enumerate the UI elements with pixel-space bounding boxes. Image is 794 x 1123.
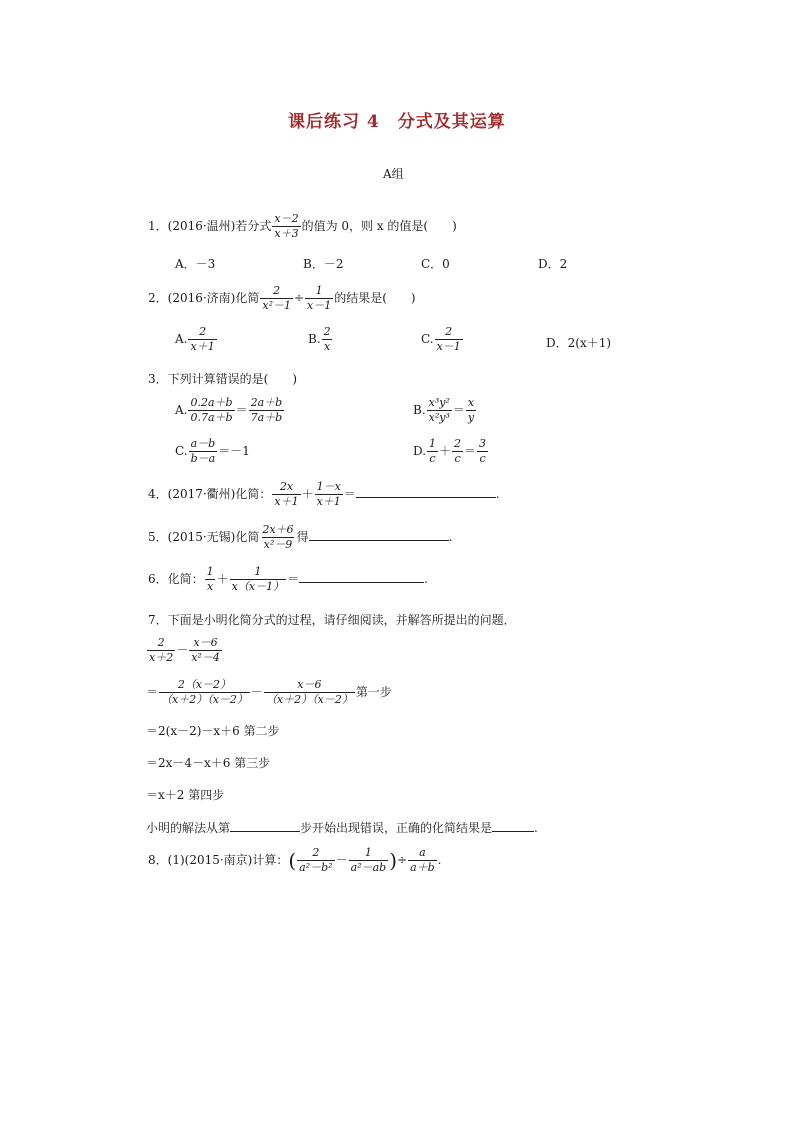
q2-option-d: D．2(x＋1) <box>546 336 612 350</box>
q1-option-a: A．－3 <box>175 257 216 271</box>
section-heading: A组 <box>383 167 404 181</box>
q3-option-c: C. $\frac{a-b}{b-a}$ ＝－1 <box>175 437 250 465</box>
q2-fraction-2: $\frac{1}{x-1}$ <box>307 284 332 312</box>
q7-expression: $\frac{2}{x+2}$ － $\frac{x-6}{\text{x²－4}}$ <box>149 636 220 664</box>
q2-option-b: B. $\frac{2}{x}$ <box>308 325 331 353</box>
question-4: 4．(2017·衢州)化简： $\frac{2x}{x+1}$ ＋ $\frac{1-x}{x+1}$ ＝ . <box>148 480 500 508</box>
q7-step-3: ＝2x－4－x＋6 第三步 <box>146 756 271 770</box>
q1-option-c: C．0 <box>421 257 450 271</box>
q3-option-a: A. $\frac{0.2a+b}{0.7a+b}$ ＝ $\frac{2a+b}{7a+b}$ <box>175 396 283 424</box>
q7-result-blank[interactable] <box>492 819 534 832</box>
q1-fraction: $\frac{x-2}{x+3}$ <box>274 212 299 240</box>
q7-step-2: ＝2(x－2)－x＋6 第二步 <box>146 724 280 738</box>
q7-step-4: ＝x＋2 第四步 <box>146 788 225 802</box>
right-paren: ) <box>389 848 397 873</box>
left-paren: ( <box>288 848 297 873</box>
q3-option-d: D. $\frac{1}{c}$ ＋ $\frac{2}{c}$ ＝ $\frac{3}{c}$ <box>413 437 487 465</box>
q6-answer-blank[interactable] <box>299 570 424 583</box>
question-5: 5．(2015·无锡)化简 $\frac{2x+6}{\text{x²－9}}$ 得 . <box>148 523 453 551</box>
q7-step-1: ＝ $\frac{2(x-2)}{(x+2)(x-2)}$ － $\frac{x-6}{(x+2)(x-2)}$ 第一步 <box>146 678 392 706</box>
q5-answer-blank[interactable] <box>309 528 449 541</box>
q7-question: 小明的解法从第 步开始出现错误，正确的化简结果是 . <box>146 821 538 835</box>
q2-fraction-1: $\frac{2}{\text{x²－1}}$ <box>262 284 291 312</box>
q1-prefix: 1．(2016·温州)若分式 <box>148 219 272 233</box>
q1-option-d: D．2 <box>538 257 568 271</box>
question-2: 2．(2016·济南)化简 $\frac{2}{\text{x²－1}}$ ÷ $\frac{1}{x-1}$ 的结果是( ) <box>148 284 416 312</box>
q2-option-a: A. $\frac{2}{x+1}$ <box>175 325 215 353</box>
q1-option-b: B．－2 <box>303 257 344 271</box>
question-8: 8．(1)(2015·南京)计算：( $\frac{2}{\text{a²－b²}}$ － $\frac{1}{\text{a²－ab}}$ )÷ $\frac{a}{a+b}$ . <box>148 846 442 874</box>
q2-option-c: C. $\frac{2}{x-1}$ <box>421 325 461 353</box>
question-1 <box>148 213 457 240</box>
q3-option-b: B. $\frac{\text{x³y²}}{\text{x²y³}}$ ＝ $\frac{x}{y}$ <box>413 396 475 424</box>
question-3: 3．下列计算错误的是( ) <box>148 372 297 386</box>
q4-answer-blank[interactable] <box>356 485 496 498</box>
question-6: 6．化简： $\frac{1}{x}$ ＋ $\frac{1}{x(x-1)}$ ＝ . <box>148 565 428 593</box>
page-title: 课后练习 4 分式及其运算 <box>288 112 506 132</box>
q1-suffix: 的值为 0，则 x 的值是( ) <box>301 219 457 233</box>
question-7: 7．下面是小明化简分式的过程，请仔细阅读，并解答所提出的问题． <box>148 613 516 627</box>
q7-step-blank[interactable] <box>230 819 300 832</box>
